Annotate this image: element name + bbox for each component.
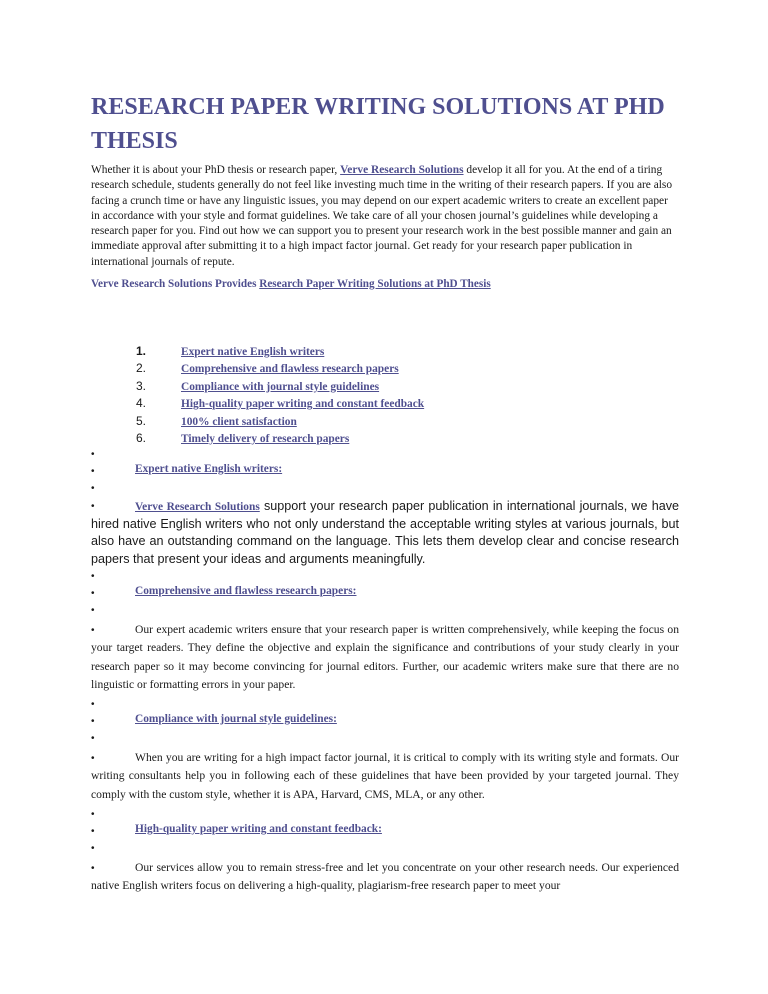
- bullet-icon: •: [91, 483, 95, 494]
- list-item: [136, 378, 424, 395]
- section-paragraph-comprehensive: [91, 621, 679, 694]
- section-heading-expert-writers[interactable]: Expert native English writers:: [135, 463, 283, 475]
- list-item: [136, 343, 424, 360]
- bullet-icon: •: [91, 699, 95, 710]
- list-item: [136, 430, 424, 447]
- list-link-expert-writers[interactable]: Expert native English writers: [181, 346, 325, 358]
- section-paragraph-high-quality: [91, 859, 679, 896]
- list-number: 4.: [136, 396, 147, 411]
- research-paper-solutions-link[interactable]: Research Paper Writing Solutions at PhD Thesis: [259, 278, 491, 290]
- list-item: [136, 360, 424, 377]
- provides-prefix: Verve Research Solutions Provides: [91, 278, 260, 290]
- intro-paragraph: [91, 163, 679, 270]
- list-number: 2.: [136, 361, 147, 376]
- list-number: 3.: [136, 378, 147, 393]
- list-link-high-quality[interactable]: High-quality paper writing and constant feedback: [181, 398, 425, 411]
- bullet-icon: •: [91, 449, 95, 460]
- list-item: [136, 413, 424, 430]
- bullet-icon: •: [91, 625, 95, 636]
- section-body-text: When you are writing for a high impact factor journal, it is critical to comply with its writing style and formats. Our writing consultants help you in following each of these guidelines that have been provided by your targeted journal. They comply with the custom style, whether it is APA, Harvard, CMS, MLA, or any other.: [91, 751, 679, 801]
- bullet-icon: •: [91, 843, 95, 854]
- intro-text-rest: develop it all for you. At the end of a tiring research schedule, students generally do not feel like investing much time in the writing of their research papers. If you are also facing a crunch time or have any linguistic issues, you may depend on our expert academic writers to create an excellent paper in accordance with your style and format guidelines. We take care of all your chosen journal’s guidelines while developing a research paper for you. Find out how we can support you to present your research work in the best possible manner and gain an immediate approval after submitting it to a high impact factor journal. Get ready for your research paper publication in international journals of repute.: [91, 164, 673, 268]
- section-paragraph-compliance: [91, 749, 679, 804]
- bullet-icon: •: [91, 716, 95, 727]
- bullet-icon: •: [91, 571, 95, 582]
- list-number: 1.: [136, 344, 147, 358]
- list-number: 6.: [136, 430, 147, 445]
- bullet-icon: •: [91, 753, 95, 764]
- bullet-icon: •: [91, 809, 95, 820]
- bullet-icon: •: [91, 863, 95, 874]
- section-heading-high-quality[interactable]: High-quality paper writing and constant feedback:: [135, 823, 382, 835]
- list-link-compliance[interactable]: Compliance with journal style guidelines: [181, 380, 380, 393]
- bullet-icon: •: [91, 588, 95, 599]
- verve-research-solutions-link[interactable]: Verve Research Solutions: [135, 501, 260, 513]
- list-link-timely-delivery[interactable]: Timely delivery of research papers: [181, 432, 350, 445]
- section-heading-compliance[interactable]: Compliance with journal style guidelines:: [135, 713, 337, 725]
- section-body-text: Our expert academic writers ensure that your research paper is written comprehensively, while keeping the focus on your target readers. They define the objective and explain the significance and contributions of your study clearly in your research paper so it may become convincing for journal editors. Further, our academic writers make sure that there are no linguistic or formatting errors in your paper.: [91, 623, 679, 691]
- verve-research-solutions-link[interactable]: Verve Research Solutions: [340, 164, 464, 176]
- bullet-icon: •: [91, 466, 95, 477]
- section-heading-comprehensive[interactable]: Comprehensive and flawless research papers:: [135, 585, 357, 597]
- list-link-client-satisfaction[interactable]: 100% client satisfaction: [181, 415, 297, 428]
- intro-text-start: Whether it is about your PhD thesis or research paper,: [91, 164, 341, 176]
- services-list: [136, 343, 424, 447]
- bullet-icon: •: [91, 733, 95, 744]
- provides-line: [91, 278, 679, 290]
- list-number: 5.: [136, 413, 147, 428]
- list-link-comprehensive[interactable]: Comprehensive and flawless research papers: [181, 363, 399, 376]
- section-body-text: support your research paper publication in international journals, we have hired native English writers who not only understand the acceptable writing styles at various journals, but also have an outstanding command on the language. This lets them develop clear and concise research papers that present your ideas and arguments meaningfully.: [91, 499, 679, 566]
- list-item: [136, 395, 424, 412]
- document-title: RESEARCH PAPER WRITING SOLUTIONS AT PHD THESIS: [91, 94, 665, 154]
- bullet-icon: •: [91, 501, 95, 512]
- section-body-text: Our services allow you to remain stress-free and let you concentrate on your other research needs. Our experienced native English writers focus on delivering a high-quality, plagiarism-free research paper to meet your: [91, 861, 679, 893]
- bullet-icon: •: [91, 826, 95, 837]
- bullet-icon: •: [91, 605, 95, 616]
- section-paragraph-expert-writers: [91, 498, 679, 568]
